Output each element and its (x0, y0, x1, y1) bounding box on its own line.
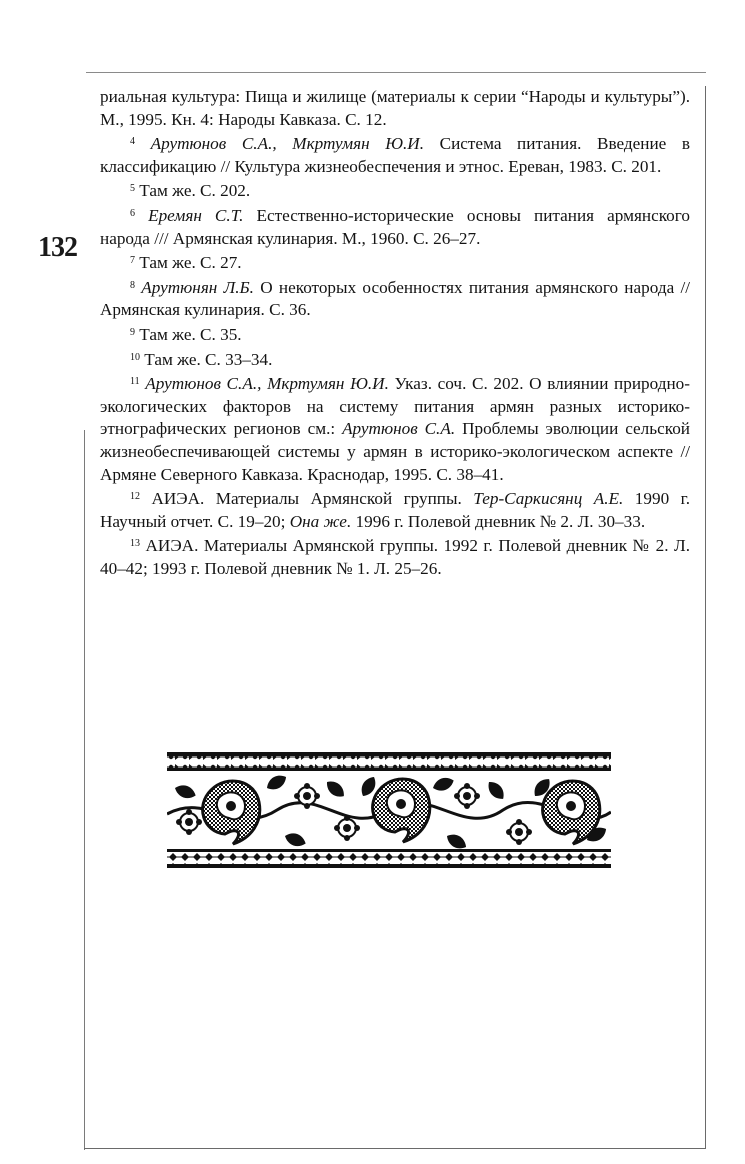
footnote-8 (100, 275, 690, 322)
footnote-13 (100, 533, 690, 580)
footnote-7 (100, 250, 690, 275)
footnote-9 (100, 322, 690, 347)
footnote-5 (100, 178, 690, 203)
right-margin-rule (705, 86, 706, 1149)
footnote-author: Еремян С.Т. (148, 205, 244, 225)
footnote-11 (100, 371, 690, 486)
footnote-text: Там же. С. 202. (139, 181, 251, 201)
footnote-author: Арутюнов С.А., Мкртумян Ю.И. (145, 374, 389, 394)
footnote-author: Арутюнян Л.Б. (141, 277, 254, 297)
footnote-number: 5 (130, 183, 135, 195)
footnote-number: 6 (130, 207, 135, 219)
footnote-author-3: Она же. (289, 511, 352, 531)
footnote-text: Система питания. Введение в классификацию // Культура жизнеобеспечения и этнос. Ереван, 1983. С. 201. (100, 134, 691, 176)
footnote-number: 10 (130, 351, 140, 363)
footnote-text: Указ. соч. С. 202. О влиянии природно-экологических факторов на систему питания армян разных историко-этнографических регионов см.: (100, 374, 690, 439)
footnote-text-2: Проблемы эволюции сельской жизнеобеспечивающей системы у армян в историко-экологическом аспекте // Армяне Северного Кавказа. Краснодар, 1995. С. 38–41. (100, 419, 690, 484)
footnote-text: Там же. С. 27. (139, 253, 242, 273)
top-rule (86, 72, 706, 73)
footnote-text: Там же. С. 35. (139, 324, 242, 344)
footnote-6 (100, 203, 690, 250)
paisley-floral-border-icon (167, 752, 611, 868)
footnote-author: Арутюнов С.А., Мкртумян Ю.И. (150, 134, 425, 154)
footnote-text-3: 1996 г. Полевой дневник № 2. Л. 30–33. (351, 511, 646, 531)
footnote-number: 8 (130, 279, 135, 291)
footnote-4 (100, 131, 690, 178)
footnote-text: Там же. С. 33–34. (144, 349, 273, 369)
footnote-number: 12 (130, 491, 140, 503)
footnote-number: 9 (130, 326, 135, 338)
footnote-number: 7 (130, 255, 135, 267)
footnote-author-2: Тер-Саркисянц А.Е. (473, 489, 624, 509)
footnote-number: 4 (130, 136, 135, 148)
page-number: 132 (38, 232, 77, 263)
footnote-text: Естественно-исторические основы питания армянского народа /// Армянская кулинария. М., 1960. С. 26–27. (100, 205, 690, 248)
footnote-number: 11 (130, 376, 140, 388)
footnote-12 (100, 486, 690, 533)
footnote-text: АИЭА. Материалы Армянской группы. 1992 г. Полевой дневник № 2. Л. 40–42; 1993 г. Полевой дневник № 1. Л. 25–26. (100, 536, 690, 578)
footnote-text: риальная культура: Пища и жилище (материалы к серии “Народы и культуры”). М., 1995. Кн. 4: Народы Кавказа. С. 12. (100, 87, 690, 129)
footnote-text-2: 1990 г. Научный отчет. С. 19–20; (100, 489, 691, 531)
bottom-rule (84, 1148, 706, 1149)
footnote-text: О некоторых особенностях питания армянского народа // Армянская кулинария. С. 36. (100, 277, 691, 320)
footnotes (100, 86, 690, 580)
footnote-continuation (100, 86, 690, 131)
left-margin-rule (84, 430, 85, 1150)
footnote-number: 13 (130, 538, 140, 550)
footnote-10 (100, 347, 690, 372)
footnote-author-2: Арутюнов С.А. (342, 419, 456, 439)
footnote-text: АИЭА. Материалы Армянской группы. (151, 489, 474, 509)
